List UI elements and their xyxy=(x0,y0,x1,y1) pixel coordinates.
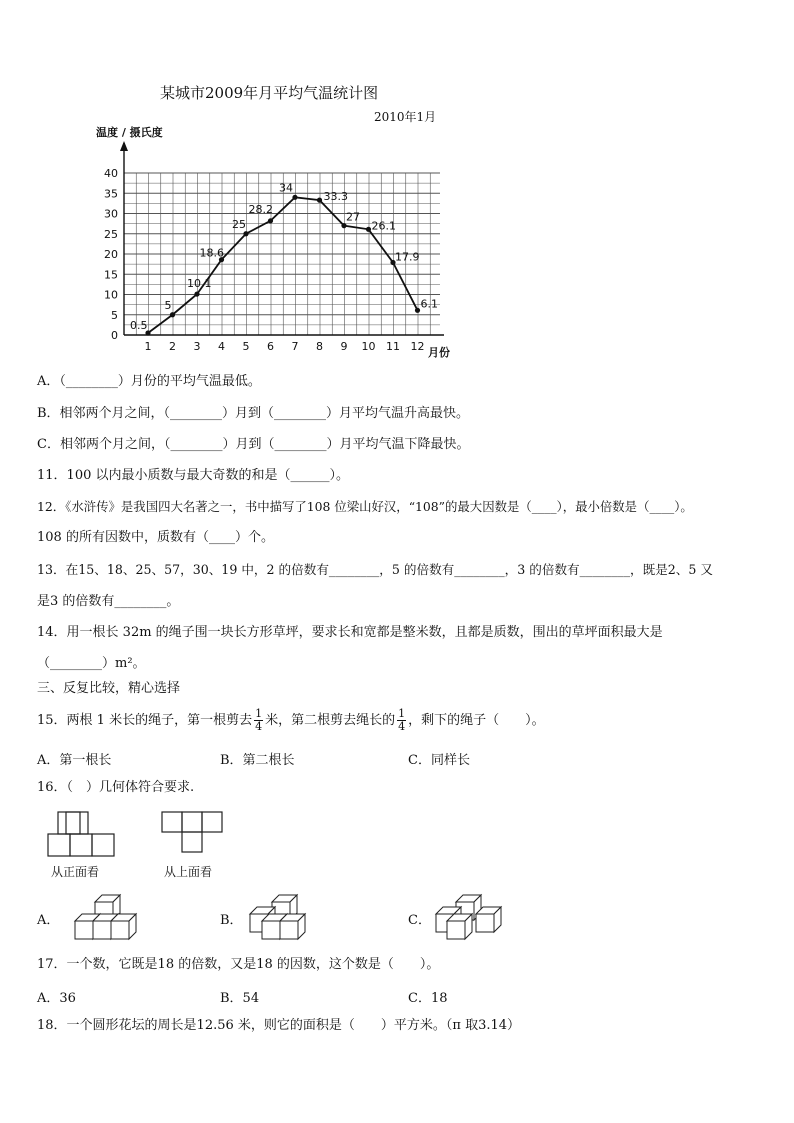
cube-front xyxy=(75,921,93,939)
x-tick-label: 3 xyxy=(193,340,201,353)
data-label: 27 xyxy=(346,210,360,224)
question-11: 11．100 以内最小质数与最大奇数的和是（______）。 xyxy=(37,468,349,483)
solid-options xyxy=(0,890,794,950)
x-tick-label: 6 xyxy=(267,340,274,353)
question-17: 17．一个数，它既是18 的倍数，又是18 的因数，这个数是（ ）。 xyxy=(37,957,440,972)
data-point xyxy=(366,227,371,232)
data-point xyxy=(415,308,420,313)
data-point xyxy=(341,223,346,228)
cube-front xyxy=(280,921,298,939)
x-tick-label: 5 xyxy=(242,340,250,353)
q17-option-b: B．54 xyxy=(220,991,260,1006)
x-tick-label: 12 xyxy=(410,340,425,353)
chart-date: 2010年1月 xyxy=(374,110,437,124)
q15-option-b: B．第二根长 xyxy=(220,753,295,768)
data-point xyxy=(292,195,297,200)
solid-option-b xyxy=(250,895,305,939)
temperature-line xyxy=(148,197,418,333)
data-labels xyxy=(130,181,438,332)
fraction-one-quarter-2: $\frac{1}{4}$ xyxy=(398,707,406,733)
data-label: 18.6 xyxy=(199,246,224,260)
y-tick-label: 30 xyxy=(104,207,118,221)
q17-option-c: C．18 xyxy=(408,991,448,1006)
data-point xyxy=(194,291,199,296)
q16-option-a: A． xyxy=(37,913,60,928)
data-point xyxy=(170,312,175,317)
x-tick-labels xyxy=(145,340,425,353)
cube-front xyxy=(93,921,111,939)
data-point xyxy=(243,231,248,236)
y-tick-label: 35 xyxy=(104,187,118,201)
data-label: 10.1 xyxy=(187,277,212,291)
q16-option-b: B． xyxy=(220,913,243,928)
solid-option-c xyxy=(436,895,501,939)
data-label: 34 xyxy=(279,181,293,195)
data-label: 5 xyxy=(164,298,172,312)
y-tick-label: 15 xyxy=(104,268,118,282)
section-3-heading: 三、反复比较，精心选择 xyxy=(37,681,181,696)
cube-front xyxy=(111,921,129,939)
chart-title: 某城市2009年月平均气温统计图 xyxy=(160,84,379,102)
q15-part3: ，剩下的绳子（ ）。 xyxy=(408,713,545,728)
question-13-line1: 13．在15、18、25、57，30、19 中，2 的倍数有________，5 的倍数有________，3 的倍数有________，既是2、5 又 xyxy=(37,562,714,577)
y-tick-label: 20 xyxy=(104,248,118,261)
question-16: 16．（ ）几何体符合要求. xyxy=(37,780,195,795)
q10-option-c: C．相邻两个月之间，（________）月到（________）月平均气温下降最快。 xyxy=(37,437,470,452)
cube-front xyxy=(476,914,494,932)
question-15 xyxy=(37,706,545,736)
cube-front xyxy=(262,921,280,939)
q10-option-a: A．（________）月份的平均气温最低。 xyxy=(37,374,261,389)
q10-option-b: B．相邻两个月之间，（________）月到（________）月平均气温升高最快。 xyxy=(37,406,470,421)
x-tick-label: 2 xyxy=(169,340,176,353)
data-label: 26.1 xyxy=(371,219,396,233)
x-tick-label: 4 xyxy=(218,340,225,353)
x-axis-label: 月份 xyxy=(428,346,450,359)
data-label: 0.5 xyxy=(130,318,148,332)
top-view-caption: 从上面看 xyxy=(164,865,213,879)
data-label: 17.9 xyxy=(395,250,420,264)
question-18: 18．一个圆形花坛的周长是12.56 米，则它的面积是（ ）平方米。（π 取3.14） xyxy=(37,1018,521,1033)
temperature-line-chart xyxy=(0,0,794,370)
cube-front xyxy=(447,921,465,939)
data-label: 25 xyxy=(232,217,246,231)
question-12-line1: 12．《水浒传》是我国四大名著之一，书中描写了108 位梁山好汉，“108”的最大因数是（____），最小倍数是（____）。 xyxy=(37,499,693,514)
y-axis-label: 温度 / 摄氏度 xyxy=(96,126,163,139)
data-label: 33.3 xyxy=(323,190,348,204)
front-view-caption: 从正面看 xyxy=(51,865,100,879)
y-tick-label: 0 xyxy=(111,329,118,342)
q16-option-c: C． xyxy=(408,913,431,928)
y-tick-label: 5 xyxy=(111,308,118,322)
y-tick-label: 25 xyxy=(104,227,118,241)
y-tick-labels xyxy=(104,167,118,342)
q15-part1: 15．两根 1 米长的绳子，第一根剪去 xyxy=(37,713,253,728)
front-view-diagram xyxy=(48,812,114,856)
temperature-series xyxy=(148,197,418,333)
q15-option-c: C．同样长 xyxy=(408,753,470,768)
x-tick-label: 8 xyxy=(316,340,323,353)
question-14-line1: 14．用一根长 32m 的绳子围一块长方形草坪，要求长和宽都是整米数，且都是质数，围出的草坪面积最大是 xyxy=(37,625,663,640)
y-tick-label: 10 xyxy=(104,288,118,302)
solid-option-a xyxy=(75,895,136,939)
q15-option-a: A．第一根长 xyxy=(37,753,112,768)
y-tick-label: 40 xyxy=(104,167,118,180)
question-12-line2: 108 的所有因数中，质数有（____）个。 xyxy=(37,530,274,545)
y-axis-arrow xyxy=(120,141,128,151)
data-point xyxy=(268,218,273,223)
x-tick-label: 1 xyxy=(144,340,152,353)
x-tick-label: 7 xyxy=(291,340,299,353)
x-tick-label: 10 xyxy=(361,340,376,353)
question-14-line2: （________）m²。 xyxy=(37,656,146,671)
data-label: 28.2 xyxy=(248,202,273,216)
x-tick-label: 11 xyxy=(386,340,400,353)
data-point xyxy=(317,198,322,203)
q17-option-a: A．36 xyxy=(37,991,76,1006)
x-tick-label: 9 xyxy=(340,340,348,353)
top-view-diagram xyxy=(162,812,222,852)
data-label: 6.1 xyxy=(420,297,438,311)
fraction-one-quarter: $\frac{1}{4}$ xyxy=(255,707,263,733)
q15-part2: 米，第二根剪去绳长的 xyxy=(265,713,396,728)
question-13-line2: 是3 的倍数有________。 xyxy=(37,594,180,609)
